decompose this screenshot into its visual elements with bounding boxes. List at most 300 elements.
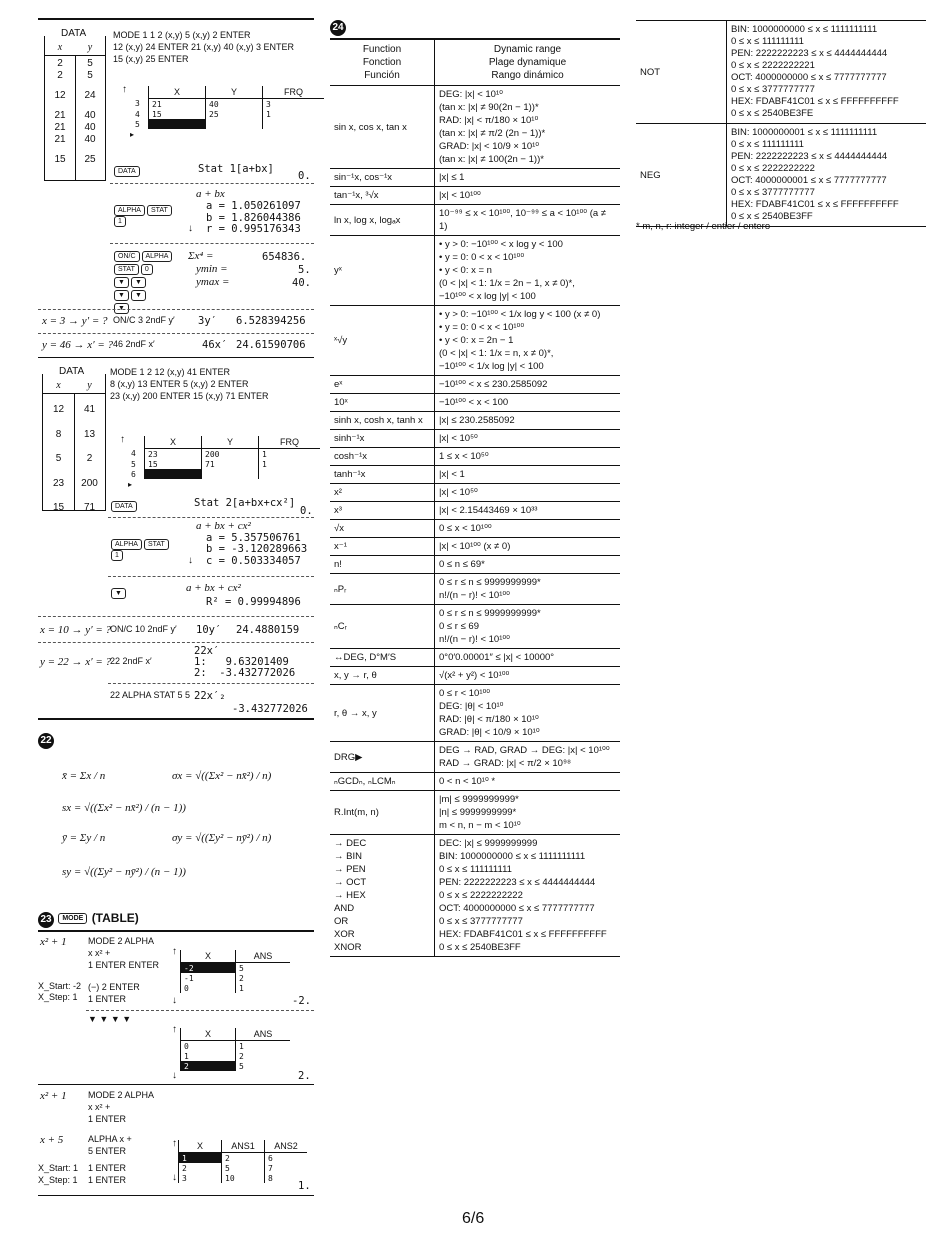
col-x: x <box>56 380 61 391</box>
screen-row <box>179 1153 308 1164</box>
screen-cell <box>149 119 206 129</box>
range-value: −10¹⁰⁰ < x < 100 <box>435 394 621 412</box>
x-step: X_Step: 1 <box>38 992 78 1002</box>
y-values <box>75 58 105 166</box>
up-arrow: ↑ <box>122 84 127 95</box>
screen-cell: 1 <box>259 449 321 460</box>
screen-row <box>132 119 324 129</box>
q2-keys: 22 2ndF x′ <box>110 656 152 666</box>
sigma-y: σy = √((Σy² − nȳ²) / n) <box>172 832 272 844</box>
keys-line: x x² + <box>88 948 111 958</box>
range-value: 0 ≤ n ≤ 69* <box>435 556 621 574</box>
col-head: FRQ <box>259 436 321 449</box>
ex2-fn: x² + 1 <box>40 1090 67 1102</box>
screen-cell: 1 <box>179 1153 222 1164</box>
range-function: cosh⁻¹x <box>330 448 435 466</box>
screen-row <box>128 459 320 469</box>
range-function: tanh⁻¹x <box>330 466 435 484</box>
range-row <box>330 86 620 169</box>
c-line: c = 0.503334057 <box>206 555 301 567</box>
ex1-screen <box>180 950 290 993</box>
keys-line: 15 (x,y) 25 ENTER <box>113 54 189 64</box>
range-value: |x| ≤ 230.2585092 <box>435 412 621 430</box>
sum-label: Σx⁴ = <box>188 250 214 262</box>
range-row <box>330 205 620 236</box>
q1-keys: ON/C 10 2ndF y′ <box>110 624 177 634</box>
range-function: tan⁻¹x, ³√x <box>330 187 435 205</box>
range-function: x⁻¹ <box>330 538 435 556</box>
ymax-label: ymax = <box>196 276 230 288</box>
col-head: Y <box>202 436 259 449</box>
range-value: |x| < 10⁵⁰ <box>435 430 621 448</box>
range-row <box>330 556 620 574</box>
stat-key: STAT <box>144 539 169 550</box>
screen-cell: 5 <box>131 459 136 469</box>
screen-cell: 25 <box>206 109 263 119</box>
onc-key: ON/C <box>114 251 140 262</box>
keys-line: 1 ENTER ENTER <box>88 960 160 970</box>
data-label: DATA <box>61 28 87 39</box>
q2-r2: 2: -3.432772026 <box>194 667 296 679</box>
range-function: 10ˣ <box>330 394 435 412</box>
screen-cell: 71 <box>202 459 259 469</box>
cursor-arrow: ▸ <box>128 480 133 489</box>
ex2-keys <box>88 1089 154 1125</box>
range-function: ˣ√y <box>330 306 435 376</box>
screen-row <box>181 973 291 983</box>
q1-keys: ON/C 3 2ndF y′ <box>113 315 175 325</box>
range-value: |x| < 2.15443469 × 10³³ <box>435 502 621 520</box>
ex1b-keys: ▼ ▼ ▼ ▼ <box>88 1014 132 1024</box>
logic-row <box>636 124 926 227</box>
screen-cell: 7 <box>265 1163 308 1173</box>
screen-cell: 2 <box>222 1153 265 1164</box>
down-key: ▼ <box>114 303 129 314</box>
ex1-val: -2. <box>292 995 311 1007</box>
range-function: R.Int(m, n) <box>330 791 435 835</box>
range-row <box>330 574 620 605</box>
range-value: |x| < 10⁵⁰ <box>435 484 621 502</box>
keys-line: 5 ENTER <box>88 1146 127 1156</box>
eq: a + bx + cx² <box>196 520 251 532</box>
screen-row <box>132 109 324 119</box>
section-22-badge <box>38 733 54 749</box>
stat1-keys <box>113 29 294 65</box>
down-key: ▼ <box>114 290 129 301</box>
r-line: r = 0.995176343 <box>206 223 301 235</box>
keys-line: ALPHA x + <box>88 1134 132 1144</box>
mean-x: x̄ = Σx / n <box>62 770 106 782</box>
down-arrow: ↓ <box>172 995 177 1006</box>
range-function: ln x, log x, logₐx <box>330 205 435 236</box>
range-value: • y > 0: −10¹⁰⁰ < x log y < 100 • y = 0: 0 < x < 10¹⁰⁰ • y < 0: x = n (0 < |x| < 1: 1/x = 2n − 1, x ≠ 0)*, −10¹⁰⁰ < x log |y| < 100 <box>435 236 621 306</box>
range-row <box>330 466 620 484</box>
stat-key: STAT <box>114 264 139 275</box>
screen-cell: 10 <box>222 1173 265 1183</box>
data-label: DATA <box>59 366 85 377</box>
q2-disp: 46x′ <box>202 339 228 351</box>
col-head: ANS2 <box>265 1140 308 1153</box>
b-line: b = -3.120289663 <box>206 543 308 555</box>
down-key: ▼ <box>131 277 146 288</box>
data-key: DATA <box>114 166 140 177</box>
range-row <box>330 791 620 835</box>
range-row <box>330 835 620 957</box>
y-values <box>74 398 105 521</box>
screen-cell: 0 <box>181 1041 236 1052</box>
b-line: b = 1.826044386 <box>206 212 301 224</box>
down-key: ▼ <box>111 588 126 599</box>
range-row <box>330 773 620 791</box>
top-rule <box>38 18 314 20</box>
q2-disp: 22x′ <box>194 645 220 657</box>
range-value: −10¹⁰⁰ < x ≤ 230.2585092 <box>435 376 621 394</box>
screen-row <box>181 1061 291 1071</box>
screen-cell: 3 <box>263 99 325 110</box>
col-y: y <box>87 42 93 53</box>
logic-function: NEG <box>636 124 727 227</box>
stat-zero: 0. <box>300 505 313 517</box>
alpha-key: ALPHA <box>142 251 173 262</box>
q1-disp: 3y′ <box>198 315 217 327</box>
ex1b-screen <box>180 1028 290 1071</box>
down-arrow: ↓ <box>172 1070 177 1081</box>
data-cell: 25 <box>84 154 96 165</box>
data-cell: 21 <box>54 110 66 121</box>
data-cell: 5 <box>55 453 62 464</box>
range-value: 0 < n < 10¹⁰ * <box>435 773 621 791</box>
stat2-keys <box>110 366 269 402</box>
screen-cell: 5 <box>135 119 140 129</box>
keys-line: MODE 1 1 2 (x,y) 5 (x,y) 2 ENTER <box>113 30 251 40</box>
range-function: sinh⁻¹x <box>330 430 435 448</box>
x-values <box>45 58 75 166</box>
screen-row <box>181 963 291 974</box>
alpha-key: ALPHA <box>111 539 142 550</box>
data-cell: 23 <box>52 477 65 489</box>
screen-cell <box>145 469 202 479</box>
page-number: 6/6 <box>462 1210 485 1227</box>
range-row <box>330 448 620 466</box>
range-row <box>330 236 620 306</box>
range-function: → DEC → BIN → PEN → OCT → HEX AND OR XOR XNOR <box>330 835 435 957</box>
screen-cell: 15 <box>149 109 206 119</box>
down-arrow: ↓ <box>188 223 193 234</box>
range-row <box>330 412 620 430</box>
screen-cell: 1 <box>236 1041 291 1052</box>
range-row <box>330 520 620 538</box>
screen-cell: 0 <box>181 983 236 993</box>
range-row <box>330 169 620 187</box>
screen-cell: 200 <box>202 449 259 460</box>
screen-cell: -2 <box>181 963 236 974</box>
range-function: x, y → r, θ <box>330 667 435 685</box>
one-key: 1 <box>114 216 126 227</box>
range-value: 0 ≤ x < 10¹⁰⁰ <box>435 520 621 538</box>
screen-cell <box>206 119 263 129</box>
screen-cell: 2 <box>181 1061 236 1071</box>
ymax-val: 40. <box>292 277 311 289</box>
x-start: X_Start: -2 <box>38 981 82 991</box>
screen-cell: 8 <box>265 1173 308 1183</box>
stat-zero: 0. <box>298 170 311 182</box>
q3-val: -3.432772026 <box>232 703 308 715</box>
q1-disp: 10y′ <box>196 624 222 636</box>
range-function: √x <box>330 520 435 538</box>
range-row <box>330 306 620 376</box>
col-head: X <box>145 436 202 449</box>
col-x: x <box>57 42 63 53</box>
range-function: sin x, cos x, tan x <box>330 86 435 169</box>
range-value: |m| ≤ 9999999999* |n| ≤ 9999999999* m < n, n − m < 10¹⁰ <box>435 791 621 835</box>
screen-cell: 2 <box>236 973 291 983</box>
screen-cell <box>263 119 325 129</box>
col-head: X <box>181 950 236 963</box>
col-y: y <box>87 380 92 391</box>
screen-row <box>181 1051 291 1061</box>
head-range: Dynamic range Plage dynamique Rango dinámico <box>435 39 621 86</box>
range-value: |x| ≤ 1 <box>435 169 621 187</box>
range-row <box>330 742 620 773</box>
screen-cell: -1 <box>181 973 236 983</box>
range-function: x³ <box>330 502 435 520</box>
ex1-start-keys <box>88 981 140 1005</box>
col-head: X <box>149 86 206 99</box>
data-cell: 21 <box>54 122 66 133</box>
q1-label: x = 3 → y′ = ? <box>42 315 108 327</box>
data-cell: 71 <box>83 502 96 513</box>
data-cell: 5 <box>87 70 93 81</box>
data-cell: 12 <box>52 404 65 415</box>
screen-cell: 5 <box>222 1163 265 1173</box>
range-function: x² <box>330 484 435 502</box>
screen-cell <box>202 469 259 479</box>
q1-val: 24.4880159 <box>236 624 300 636</box>
range-function: ₙCᵣ <box>330 605 435 649</box>
range-value: |x| < 10¹⁰⁰ <box>435 187 621 205</box>
badge-text: 24 <box>330 20 346 36</box>
alpha-key: ALPHA <box>114 205 145 216</box>
keys-line: 23 (x,y) 200 ENTER 15 (x,y) 71 ENTER <box>110 391 269 401</box>
range-function: ₙGCDₙ, ₙLCMₙ <box>330 773 435 791</box>
range-row <box>330 685 620 742</box>
up-arrow: ↑ <box>172 1024 177 1035</box>
range-function: yˣ <box>330 236 435 306</box>
range-value: DEG: |x| < 10¹⁰ (tan x: |x| ≠ 90(2n − 1))* RAD: |x| < π/180 × 10¹⁰ (tan x: |x| ≠ π/2 (2n − 1))* GRAD: |x| < 10/9 × 10¹⁰ (tan x: |x| ≠ 100(2n − 1))* <box>435 86 621 169</box>
range-row <box>330 538 620 556</box>
data-cell: 24 <box>84 90 96 101</box>
stat1-screen-table <box>132 86 324 129</box>
range-function: eˣ <box>330 376 435 394</box>
screen-cell: 40 <box>206 99 263 110</box>
ex1-start-step <box>38 981 81 1003</box>
q2-label: y = 46 → x′ = ? <box>42 339 114 351</box>
keys-line: x x² + <box>88 1102 111 1112</box>
data-cell: 40 <box>84 134 96 145</box>
screen-cell: 4 <box>131 449 136 459</box>
section-23-header <box>38 911 139 928</box>
screen-cell: 3 <box>179 1173 222 1183</box>
screen-cell: 5 <box>236 1061 291 1071</box>
a-line: a = 5.357506761 <box>206 532 301 544</box>
zero-key: 0 <box>141 264 153 275</box>
data-cell: 2 <box>86 453 93 464</box>
one-key: 1 <box>111 550 123 561</box>
range-value: |x| < 10¹⁰⁰ (x ≠ 0) <box>435 538 621 556</box>
x-step: X_Step: 1 <box>38 1175 78 1185</box>
x-start: X_Start: 1 <box>38 1163 79 1173</box>
q1-label: x = 10 → y′ = ? <box>40 624 112 636</box>
screen-cell: 2 <box>236 1051 291 1061</box>
screen-cell: 2 <box>179 1163 222 1173</box>
up-arrow: ↑ <box>172 1138 177 1149</box>
eq: a + bx <box>196 188 225 200</box>
q2-r1: 1: 9.63201409 <box>194 656 289 668</box>
col-head: Y <box>206 86 263 99</box>
screen-cell: 1 <box>259 459 321 469</box>
range-function: ₙPᵣ <box>330 574 435 605</box>
screen-cell: 6 <box>265 1153 308 1164</box>
range-row <box>330 502 620 520</box>
keys-line: MODE 2 ALPHA <box>88 1090 155 1100</box>
screen-row <box>179 1163 308 1173</box>
range-value: |x| < 1 <box>435 466 621 484</box>
screen-cell: 1 <box>236 983 291 993</box>
stat1-data-table <box>44 28 106 181</box>
data-cell: 13 <box>83 428 96 440</box>
range-row <box>330 484 620 502</box>
screen-row <box>128 469 320 479</box>
section-24-badge <box>330 20 346 36</box>
data-cell: 15 <box>54 154 66 165</box>
range-function: sin⁻¹x, cos⁻¹x <box>330 169 435 187</box>
stat-label: Stat 2[a+bx+cx²] <box>194 497 296 509</box>
screen-cell <box>259 469 321 479</box>
logic-range-table <box>636 20 926 227</box>
q2-keys: 46 2ndF x′ <box>113 339 155 349</box>
keys-line: (−) 2 ENTER <box>88 982 140 992</box>
data-cell: 5 <box>87 58 93 69</box>
ex3-keys <box>88 1133 132 1157</box>
keys-line: 12 (x,y) 24 ENTER 21 (x,y) 40 (x,y) 3 ENTER <box>113 42 295 52</box>
range-row <box>330 649 620 667</box>
keys-line: MODE 1 2 12 (x,y) 41 ENTER <box>110 367 231 377</box>
up-arrow: ↑ <box>172 946 177 957</box>
range-function: ↔DEG, D°M′S <box>330 649 435 667</box>
badge-text: 22 <box>38 733 54 749</box>
cursor-arrow: ▸ <box>130 130 135 139</box>
screen-cell: 3 <box>135 99 140 109</box>
logic-value: BIN: 1000000001 ≤ x ≤ 1111111111 0 ≤ x ≤ 111111111 PEN: 2222222223 ≤ x ≤ 4444444444 0 ≤ x ≤ 2222222222 OCT: 4000000001 ≤ x ≤ 7777777777 0 ≤ x ≤ 3777777777 HEX: FDABF41C01 ≤ x ≤ FFFFFFFFFF 0 ≤ x ≤ 2540BE3FF <box>727 124 927 227</box>
screen-cell: 23 <box>145 449 202 460</box>
logic-value: BIN: 1000000000 ≤ x ≤ 1111111111 0 ≤ x ≤ 111111111 PEN: 2222222223 ≤ x ≤ 4444444444 0 ≤ x ≤ 2222222221 OCT: 4000000000 ≤ x ≤ 7777777777 0 ≤ x ≤ 3777777777 HEX: FDABF41C01 ≤ x ≤ FFFFFFFFFF 0 ≤ x ≤ 2540BE3FE <box>727 21 927 124</box>
data-cell: 2 <box>57 58 63 69</box>
range-value: 0 ≤ r < 10¹⁰⁰ DEG: |θ| < 10¹⁰ RAD: |θ| < π/180 × 10¹⁰ GRAD: |θ| < 10/9 × 10¹⁰ <box>435 685 621 742</box>
screen-cell: 15 <box>145 459 202 469</box>
logic-function: NOT <box>636 21 727 124</box>
a-line: a = 1.050261097 <box>206 200 301 212</box>
screen-cell: 6 <box>131 469 136 479</box>
eq2: a + bx + cx² <box>186 582 241 594</box>
range-row <box>330 187 620 205</box>
ymin-val: 5. <box>298 264 311 276</box>
ex3-val: 1. <box>298 1180 311 1192</box>
down-arrow: ↓ <box>188 555 193 566</box>
range-value: 1 ≤ x < 10⁵⁰ <box>435 448 621 466</box>
range-function: n! <box>330 556 435 574</box>
screen-cell: 5 <box>236 963 291 974</box>
data-cell: 15 <box>52 502 65 513</box>
ex3-start-keys <box>88 1162 126 1186</box>
col-head: FRQ <box>263 86 325 99</box>
ex1-fn: x² + 1 <box>40 936 67 948</box>
screen-cell: 21 <box>149 99 206 110</box>
range-value: DEC: |x| ≤ 9999999999 BIN: 1000000000 ≤ x ≤ 1111111111 0 ≤ x ≤ 111111111 PEN: 2222222223 ≤ x ≤ 4444444444 0 ≤ x ≤ 2222222222 OCT: 4000000000 ≤ x ≤ 7777777777 0 ≤ x ≤ 3777777777 HEX: FDABF41C01 ≤ x ≤ FFFFFFFFFF 0 ≤ x ≤ 2540BE3FF <box>435 835 621 957</box>
data-cell: 12 <box>54 90 66 101</box>
sy: sy = √((Σy² − nȳ²) / (n − 1)) <box>62 866 186 878</box>
down-arrow: ↓ <box>172 1172 177 1183</box>
data-cell: 40 <box>84 122 96 133</box>
col-head: X <box>181 1028 236 1041</box>
keys-line: 1 ENTER <box>88 1163 127 1173</box>
range-function: sinh x, cosh x, tanh x <box>330 412 435 430</box>
dynamic-range-table <box>330 38 620 957</box>
screen-row <box>181 983 291 993</box>
stat-label: Stat 1[a+bx] <box>198 163 274 175</box>
range-function: r, θ → x, y <box>330 685 435 742</box>
screen-row <box>132 99 324 110</box>
data-cell: 8 <box>55 428 62 440</box>
sigma-x: σx = √((Σx² − nx̄²) / n) <box>172 770 272 782</box>
range-value: DEG → RAD, GRAD → DEG: |x| < 10¹⁰⁰ RAD → GRAD: |x| < π/2 × 10⁹⁸ <box>435 742 621 773</box>
screen-cell: 4 <box>135 109 140 119</box>
ex3-screen <box>178 1140 307 1183</box>
range-row <box>330 430 620 448</box>
ex1b-val: 2. <box>298 1070 311 1082</box>
section-title: (TABLE) <box>91 911 139 925</box>
range-row <box>330 394 620 412</box>
range-value: 0°0′0.00001″ ≤ |x| < 10000° <box>435 649 621 667</box>
logic-row <box>636 21 926 124</box>
badge-text: 23 <box>38 912 54 928</box>
nav-keys <box>113 250 173 315</box>
range-value: 0 ≤ r ≤ n ≤ 9999999999* n!/(n − r)! < 10¹⁰⁰ <box>435 574 621 605</box>
data-cell: 2 <box>57 70 63 81</box>
q2-label: y = 22 → x′ = ? <box>40 656 112 668</box>
head-function: Function Fonction Función <box>330 39 435 86</box>
up-arrow: ↑ <box>120 434 125 445</box>
stat2-data-table <box>42 366 106 513</box>
ex3-start-step <box>38 1162 78 1186</box>
col-head: ANS <box>236 1028 291 1041</box>
keys-line: 8 (x,y) 13 ENTER 5 (x,y) 2 ENTER <box>110 379 249 389</box>
data-cell: 40 <box>84 110 96 121</box>
col-head: ANS1 <box>222 1140 265 1153</box>
stat-key: STAT <box>147 205 172 216</box>
keys-line: 1 ENTER <box>88 1175 127 1185</box>
sx: sx = √((Σx² − nx̄²) / (n − 1)) <box>62 802 186 814</box>
keys-line: 1 ENTER <box>88 994 127 1004</box>
ymin-label: ymin = <box>196 263 228 275</box>
screen-cell: 1 <box>181 1051 236 1061</box>
screen-row <box>179 1173 308 1183</box>
data-key: DATA <box>111 501 137 512</box>
x-values <box>43 398 74 521</box>
range-row <box>330 605 620 649</box>
screen-cell: 1 <box>263 109 325 119</box>
data-cell: 200 <box>81 477 98 489</box>
down-key: ▼ <box>131 290 146 301</box>
